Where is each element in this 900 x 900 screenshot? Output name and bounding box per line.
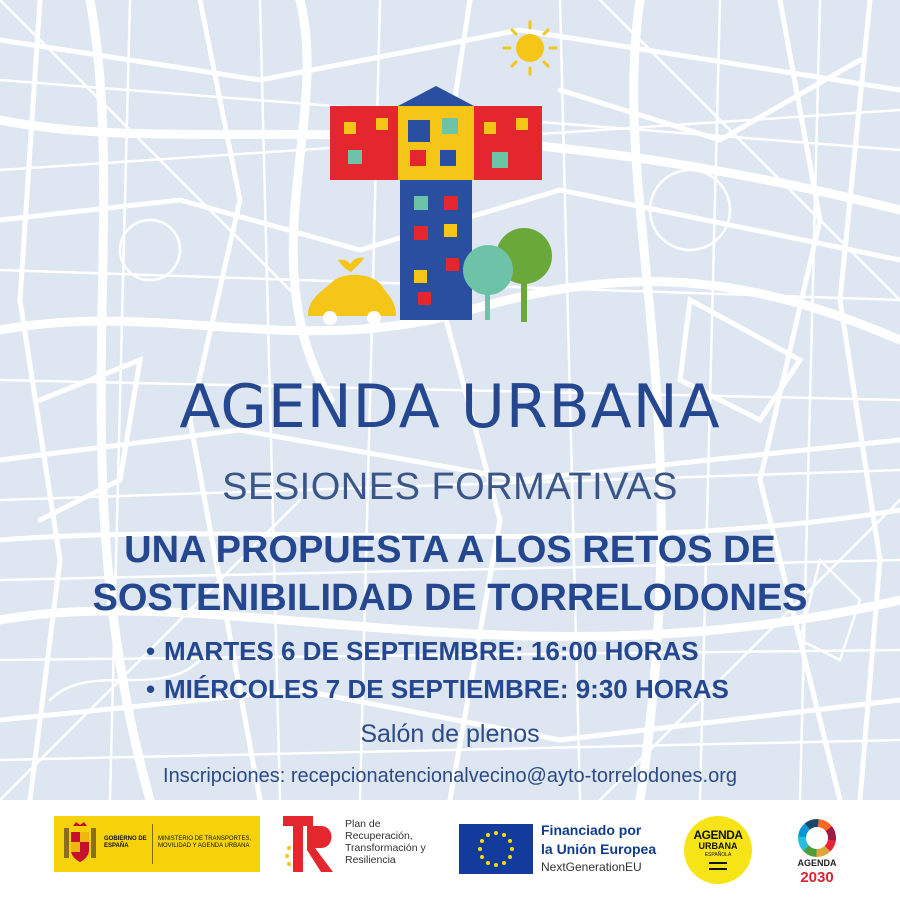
bullet: •: [146, 674, 156, 704]
bullet: •: [146, 636, 156, 666]
page-title: AGENDA URBANA: [179, 372, 721, 442]
agenda-2030-logo: [782, 818, 852, 890]
spain-coat-of-arms-icon: [62, 822, 98, 866]
au-label-line-2: URBANA: [698, 841, 738, 851]
ministerio-label: MINISTERIO DE TRANSPORTES, MOVILIDAD Y AGENDA URBANA: [158, 836, 252, 849]
eu-label-line-2: la Unión Europea: [541, 841, 657, 857]
agenda-urbana-illustration: [0, 0, 900, 340]
session-text: MARTES 6 DE SEPTIEMBRE: 16:00 HORAS: [164, 636, 699, 666]
eu-funding-logo: [459, 820, 659, 876]
au-label-line-1: AGENDA: [693, 828, 743, 842]
gobierno-espana-logo: [54, 816, 260, 872]
au-equals-mark: [709, 862, 727, 870]
agenda-urbana-espanola-logo: [684, 816, 752, 884]
sdg-wheel-icon: [797, 818, 837, 858]
eu-label-line-3: NextGenerationEU: [541, 860, 642, 874]
gobierno-label: GOBIERNO DE ESPAÑA: [104, 836, 147, 849]
eu-flag-icon: [459, 824, 533, 874]
a30-label-line-1: AGENDA: [797, 858, 837, 868]
subtitle: SESIONES FORMATIVAS: [222, 466, 678, 508]
venue-text: Salón de plenos: [360, 720, 540, 748]
headline-line-2: SOSTENIBILIDAD DE TORRELODONES: [92, 577, 808, 619]
sun-icon: [504, 22, 556, 74]
prtr-label: Plan de Recuperación, Transformación y Resiliencia: [345, 818, 426, 866]
a30-label-line-2: 2030: [800, 869, 834, 886]
prtr-logo: [281, 812, 441, 880]
session-text: MIÉRCOLES 7 DE SEPTIEMBRE: 9:30 HORAS: [164, 674, 729, 704]
session-item: [146, 674, 729, 705]
registration-email: Inscripciones: recepcionatencionalvecino@ayto-torrelodones.org: [163, 765, 737, 787]
session-item: [146, 636, 699, 667]
tree-icon: [463, 228, 552, 322]
sponsor-footer: [0, 800, 900, 900]
divider: [152, 824, 153, 864]
headline-line-1: UNA PROPUESTA A LOS RETOS DE: [124, 529, 776, 571]
prtr-logo-icon: [281, 814, 339, 876]
au-label-line-3: ESPAÑOLA: [704, 852, 732, 858]
eu-label-line-1: Financiado por: [541, 822, 642, 838]
car-icon: [308, 258, 396, 325]
